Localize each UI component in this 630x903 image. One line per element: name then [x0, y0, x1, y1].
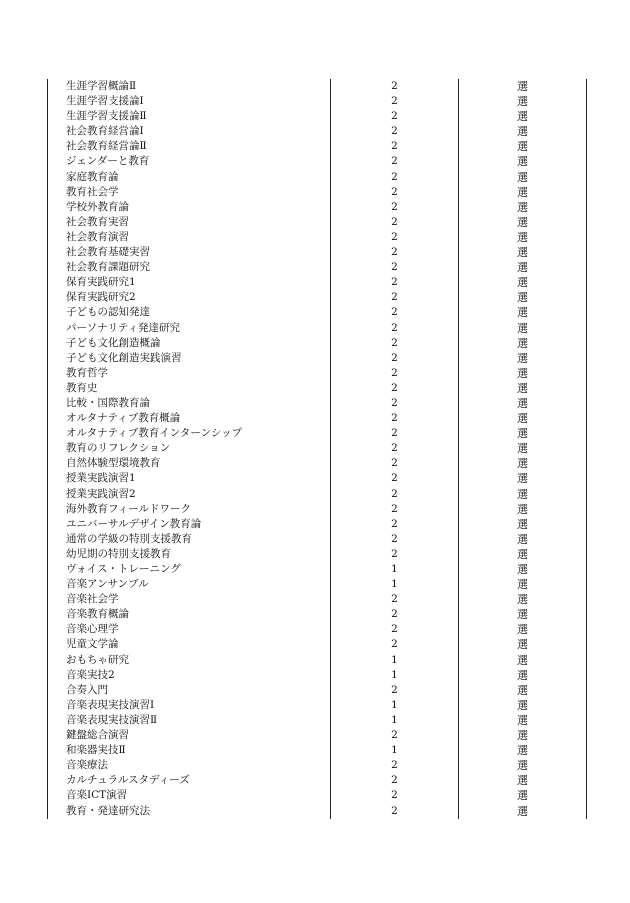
- course-name-cell: 合奏入門: [48, 683, 331, 698]
- credits-cell: 2: [331, 79, 459, 94]
- course-type-cell: 選: [459, 381, 587, 396]
- course-name-cell: 音楽療法: [48, 758, 331, 773]
- course-type-cell: 選: [459, 607, 587, 622]
- course-type-cell: 選: [459, 562, 587, 577]
- course-table: [47, 79, 587, 819]
- course-name-cell: 学校外教育論: [48, 200, 331, 215]
- course-name-cell: 子どもの認知発達: [48, 305, 331, 320]
- course-type-cell: 選: [459, 592, 587, 607]
- credits-cell: 1: [331, 713, 459, 728]
- course-type-cell: 選: [459, 200, 587, 215]
- table-row: [48, 154, 587, 169]
- table-row: [48, 487, 587, 502]
- course-type-cell: 選: [459, 773, 587, 788]
- credits-cell: 2: [331, 622, 459, 637]
- course-name-cell: 教育のリフレクション: [48, 441, 331, 456]
- credits-cell: 2: [331, 124, 459, 139]
- table-row: [48, 185, 587, 200]
- table-row: [48, 804, 587, 819]
- credits-cell: 2: [331, 109, 459, 124]
- credits-cell: 1: [331, 562, 459, 577]
- course-name-cell: 児童文学論: [48, 637, 331, 652]
- course-type-cell: 選: [459, 94, 587, 109]
- table-row: [48, 426, 587, 441]
- course-name-cell: 通常の学級の特別支援教育: [48, 532, 331, 547]
- course-type-cell: 選: [459, 637, 587, 652]
- credits-cell: 1: [331, 698, 459, 713]
- course-name-cell: 鍵盤総合演習: [48, 728, 331, 743]
- credits-cell: 2: [331, 441, 459, 456]
- course-name-cell: 教育哲学: [48, 366, 331, 381]
- course-name-cell: 社会教育経営論Ⅰ: [48, 124, 331, 139]
- course-type-cell: 選: [459, 728, 587, 743]
- table-row: [48, 124, 587, 139]
- course-type-cell: 選: [459, 351, 587, 366]
- credits-cell: 2: [331, 305, 459, 320]
- credits-cell: 2: [331, 758, 459, 773]
- credits-cell: 2: [331, 94, 459, 109]
- course-type-cell: 選: [459, 275, 587, 290]
- course-type-cell: 選: [459, 487, 587, 502]
- credits-cell: 2: [331, 547, 459, 562]
- course-name-cell: 授業実践演習1: [48, 471, 331, 486]
- table-row: [48, 305, 587, 320]
- course-type-cell: 選: [459, 139, 587, 154]
- course-name-cell: 子ども文化創造実践演習: [48, 351, 331, 366]
- course-type-cell: 選: [459, 109, 587, 124]
- credits-cell: 2: [331, 321, 459, 336]
- table-row: [48, 290, 587, 305]
- table-row: [48, 94, 587, 109]
- credits-cell: 2: [331, 200, 459, 215]
- course-type-cell: 選: [459, 804, 587, 819]
- course-name-cell: ジェンダーと教育: [48, 154, 331, 169]
- credits-cell: 2: [331, 502, 459, 517]
- credits-cell: 2: [331, 275, 459, 290]
- credits-cell: 2: [331, 290, 459, 305]
- credits-cell: 1: [331, 743, 459, 758]
- course-type-cell: 選: [459, 622, 587, 637]
- course-name-cell: 社会教育実習: [48, 215, 331, 230]
- course-type-cell: 選: [459, 260, 587, 275]
- course-type-cell: 選: [459, 79, 587, 94]
- table-row: [48, 139, 587, 154]
- course-type-cell: 選: [459, 426, 587, 441]
- credits-cell: 2: [331, 230, 459, 245]
- credits-cell: 2: [331, 154, 459, 169]
- course-name-cell: 生涯学習支援論Ⅱ: [48, 109, 331, 124]
- table-row: [48, 683, 587, 698]
- table-row: [48, 366, 587, 381]
- table-row: [48, 592, 587, 607]
- table-row: [48, 773, 587, 788]
- course-name-cell: オルタナティブ教育インターンシップ: [48, 426, 331, 441]
- course-name-cell: ユニバーサルデザイン教育論: [48, 517, 331, 532]
- course-type-cell: 選: [459, 170, 587, 185]
- course-name-cell: 幼児期の特別支援教育: [48, 547, 331, 562]
- table-row: [48, 79, 587, 94]
- course-type-cell: 選: [459, 124, 587, 139]
- table-row: [48, 411, 587, 426]
- course-name-cell: 社会教育課題研究: [48, 260, 331, 275]
- course-name-cell: 保育実践研究1: [48, 275, 331, 290]
- credits-cell: 2: [331, 336, 459, 351]
- course-type-cell: 選: [459, 215, 587, 230]
- course-name-cell: 音楽教育概論: [48, 607, 331, 622]
- table-row: [48, 441, 587, 456]
- credits-cell: 2: [331, 517, 459, 532]
- course-type-cell: 選: [459, 788, 587, 803]
- course-type-cell: 選: [459, 185, 587, 200]
- table-row: [48, 200, 587, 215]
- course-type-cell: 選: [459, 456, 587, 471]
- credits-cell: 2: [331, 773, 459, 788]
- credits-cell: 2: [331, 411, 459, 426]
- course-name-cell: 音楽ICT演習: [48, 788, 331, 803]
- table-row: [48, 170, 587, 185]
- course-name-cell: 保育実践研究2: [48, 290, 331, 305]
- course-type-cell: 選: [459, 230, 587, 245]
- course-name-cell: パーソナリティ発達研究: [48, 321, 331, 336]
- course-name-cell: 生涯学習支援論Ⅰ: [48, 94, 331, 109]
- course-name-cell: 音楽社会学: [48, 592, 331, 607]
- credits-cell: 2: [331, 426, 459, 441]
- table-row: [48, 381, 587, 396]
- course-name-cell: 社会教育演習: [48, 230, 331, 245]
- table-row: [48, 336, 587, 351]
- course-type-cell: 選: [459, 471, 587, 486]
- credits-cell: 2: [331, 788, 459, 803]
- credits-cell: 2: [331, 245, 459, 260]
- credits-cell: 2: [331, 456, 459, 471]
- table-row: [48, 215, 587, 230]
- credits-cell: 2: [331, 170, 459, 185]
- course-type-cell: 選: [459, 577, 587, 592]
- credits-cell: 2: [331, 381, 459, 396]
- table-row: [48, 351, 587, 366]
- table-row: [48, 743, 587, 758]
- credits-cell: 2: [331, 185, 459, 200]
- course-type-cell: 選: [459, 532, 587, 547]
- course-type-cell: 選: [459, 698, 587, 713]
- credits-cell: 2: [331, 532, 459, 547]
- course-type-cell: 選: [459, 366, 587, 381]
- credits-cell: 2: [331, 607, 459, 622]
- course-type-cell: 選: [459, 758, 587, 773]
- course-name-cell: 音楽表現実技演習Ⅰ: [48, 698, 331, 713]
- credits-cell: 2: [331, 804, 459, 819]
- credits-cell: 1: [331, 653, 459, 668]
- course-name-cell: 授業実践演習2: [48, 487, 331, 502]
- table-row: [48, 607, 587, 622]
- course-type-cell: 選: [459, 336, 587, 351]
- course-name-cell: カルチュラルスタディーズ: [48, 773, 331, 788]
- course-type-cell: 選: [459, 743, 587, 758]
- table-row: [48, 562, 587, 577]
- course-type-cell: 選: [459, 683, 587, 698]
- course-name-cell: 家庭教育論: [48, 170, 331, 185]
- course-name-cell: 教育社会学: [48, 185, 331, 200]
- course-type-cell: 選: [459, 653, 587, 668]
- credits-cell: 2: [331, 396, 459, 411]
- course-type-cell: 選: [459, 668, 587, 683]
- credits-cell: 2: [331, 683, 459, 698]
- course-name-cell: 音楽心理学: [48, 622, 331, 637]
- table-row: [48, 713, 587, 728]
- table-row: [48, 471, 587, 486]
- table-row: [48, 275, 587, 290]
- table-row: [48, 577, 587, 592]
- table-row: [48, 758, 587, 773]
- course-name-cell: 生涯学習概論Ⅱ: [48, 79, 331, 94]
- course-name-cell: 音楽アンサンブル: [48, 577, 331, 592]
- course-name-cell: 社会教育基礎実習: [48, 245, 331, 260]
- table-row: [48, 517, 587, 532]
- course-type-cell: 選: [459, 290, 587, 305]
- course-type-cell: 選: [459, 713, 587, 728]
- course-name-cell: 社会教育経営論Ⅱ: [48, 139, 331, 154]
- course-type-cell: 選: [459, 321, 587, 336]
- table-row: [48, 260, 587, 275]
- table-row: [48, 456, 587, 471]
- course-name-cell: オルタナティブ教育概論: [48, 411, 331, 426]
- table-row: [48, 653, 587, 668]
- course-name-cell: 比較・国際教育論: [48, 396, 331, 411]
- table-row: [48, 245, 587, 260]
- course-type-cell: 選: [459, 547, 587, 562]
- table-row: [48, 532, 587, 547]
- table-row: [48, 547, 587, 562]
- course-type-cell: 選: [459, 245, 587, 260]
- credits-cell: 1: [331, 668, 459, 683]
- table-row: [48, 321, 587, 336]
- credits-cell: 1: [331, 577, 459, 592]
- credits-cell: 2: [331, 471, 459, 486]
- table-row: [48, 109, 587, 124]
- credits-cell: 2: [331, 260, 459, 275]
- table-row: [48, 698, 587, 713]
- course-name-cell: おもちゃ研究: [48, 653, 331, 668]
- credits-cell: 2: [331, 366, 459, 381]
- course-name-cell: 音楽実技2: [48, 668, 331, 683]
- credits-cell: 2: [331, 637, 459, 652]
- course-type-cell: 選: [459, 396, 587, 411]
- table-row: [48, 637, 587, 652]
- course-name-cell: 教育・発達研究法: [48, 804, 331, 819]
- credits-cell: 2: [331, 215, 459, 230]
- table-row: [48, 622, 587, 637]
- course-name-cell: ヴォイス・トレーニング: [48, 562, 331, 577]
- table-row: [48, 396, 587, 411]
- course-name-cell: 自然体験型環境教育: [48, 456, 331, 471]
- credits-cell: 2: [331, 487, 459, 502]
- course-type-cell: 選: [459, 305, 587, 320]
- course-name-cell: 教育史: [48, 381, 331, 396]
- credits-cell: 2: [331, 728, 459, 743]
- course-name-cell: 子ども文化創造概論: [48, 336, 331, 351]
- table-row: [48, 728, 587, 743]
- course-type-cell: 選: [459, 517, 587, 532]
- course-name-cell: 音楽表現実技演習Ⅱ: [48, 713, 331, 728]
- course-type-cell: 選: [459, 154, 587, 169]
- course-name-cell: 和楽器実技Ⅱ: [48, 743, 331, 758]
- table-row: [48, 502, 587, 517]
- credits-cell: 2: [331, 592, 459, 607]
- table-row: [48, 668, 587, 683]
- course-type-cell: 選: [459, 411, 587, 426]
- course-name-cell: 海外教育フィールドワーク: [48, 502, 331, 517]
- table-row: [48, 230, 587, 245]
- course-table-body: [48, 79, 587, 819]
- table-row: [48, 788, 587, 803]
- credits-cell: 2: [331, 139, 459, 154]
- credits-cell: 2: [331, 351, 459, 366]
- course-type-cell: 選: [459, 441, 587, 456]
- course-type-cell: 選: [459, 502, 587, 517]
